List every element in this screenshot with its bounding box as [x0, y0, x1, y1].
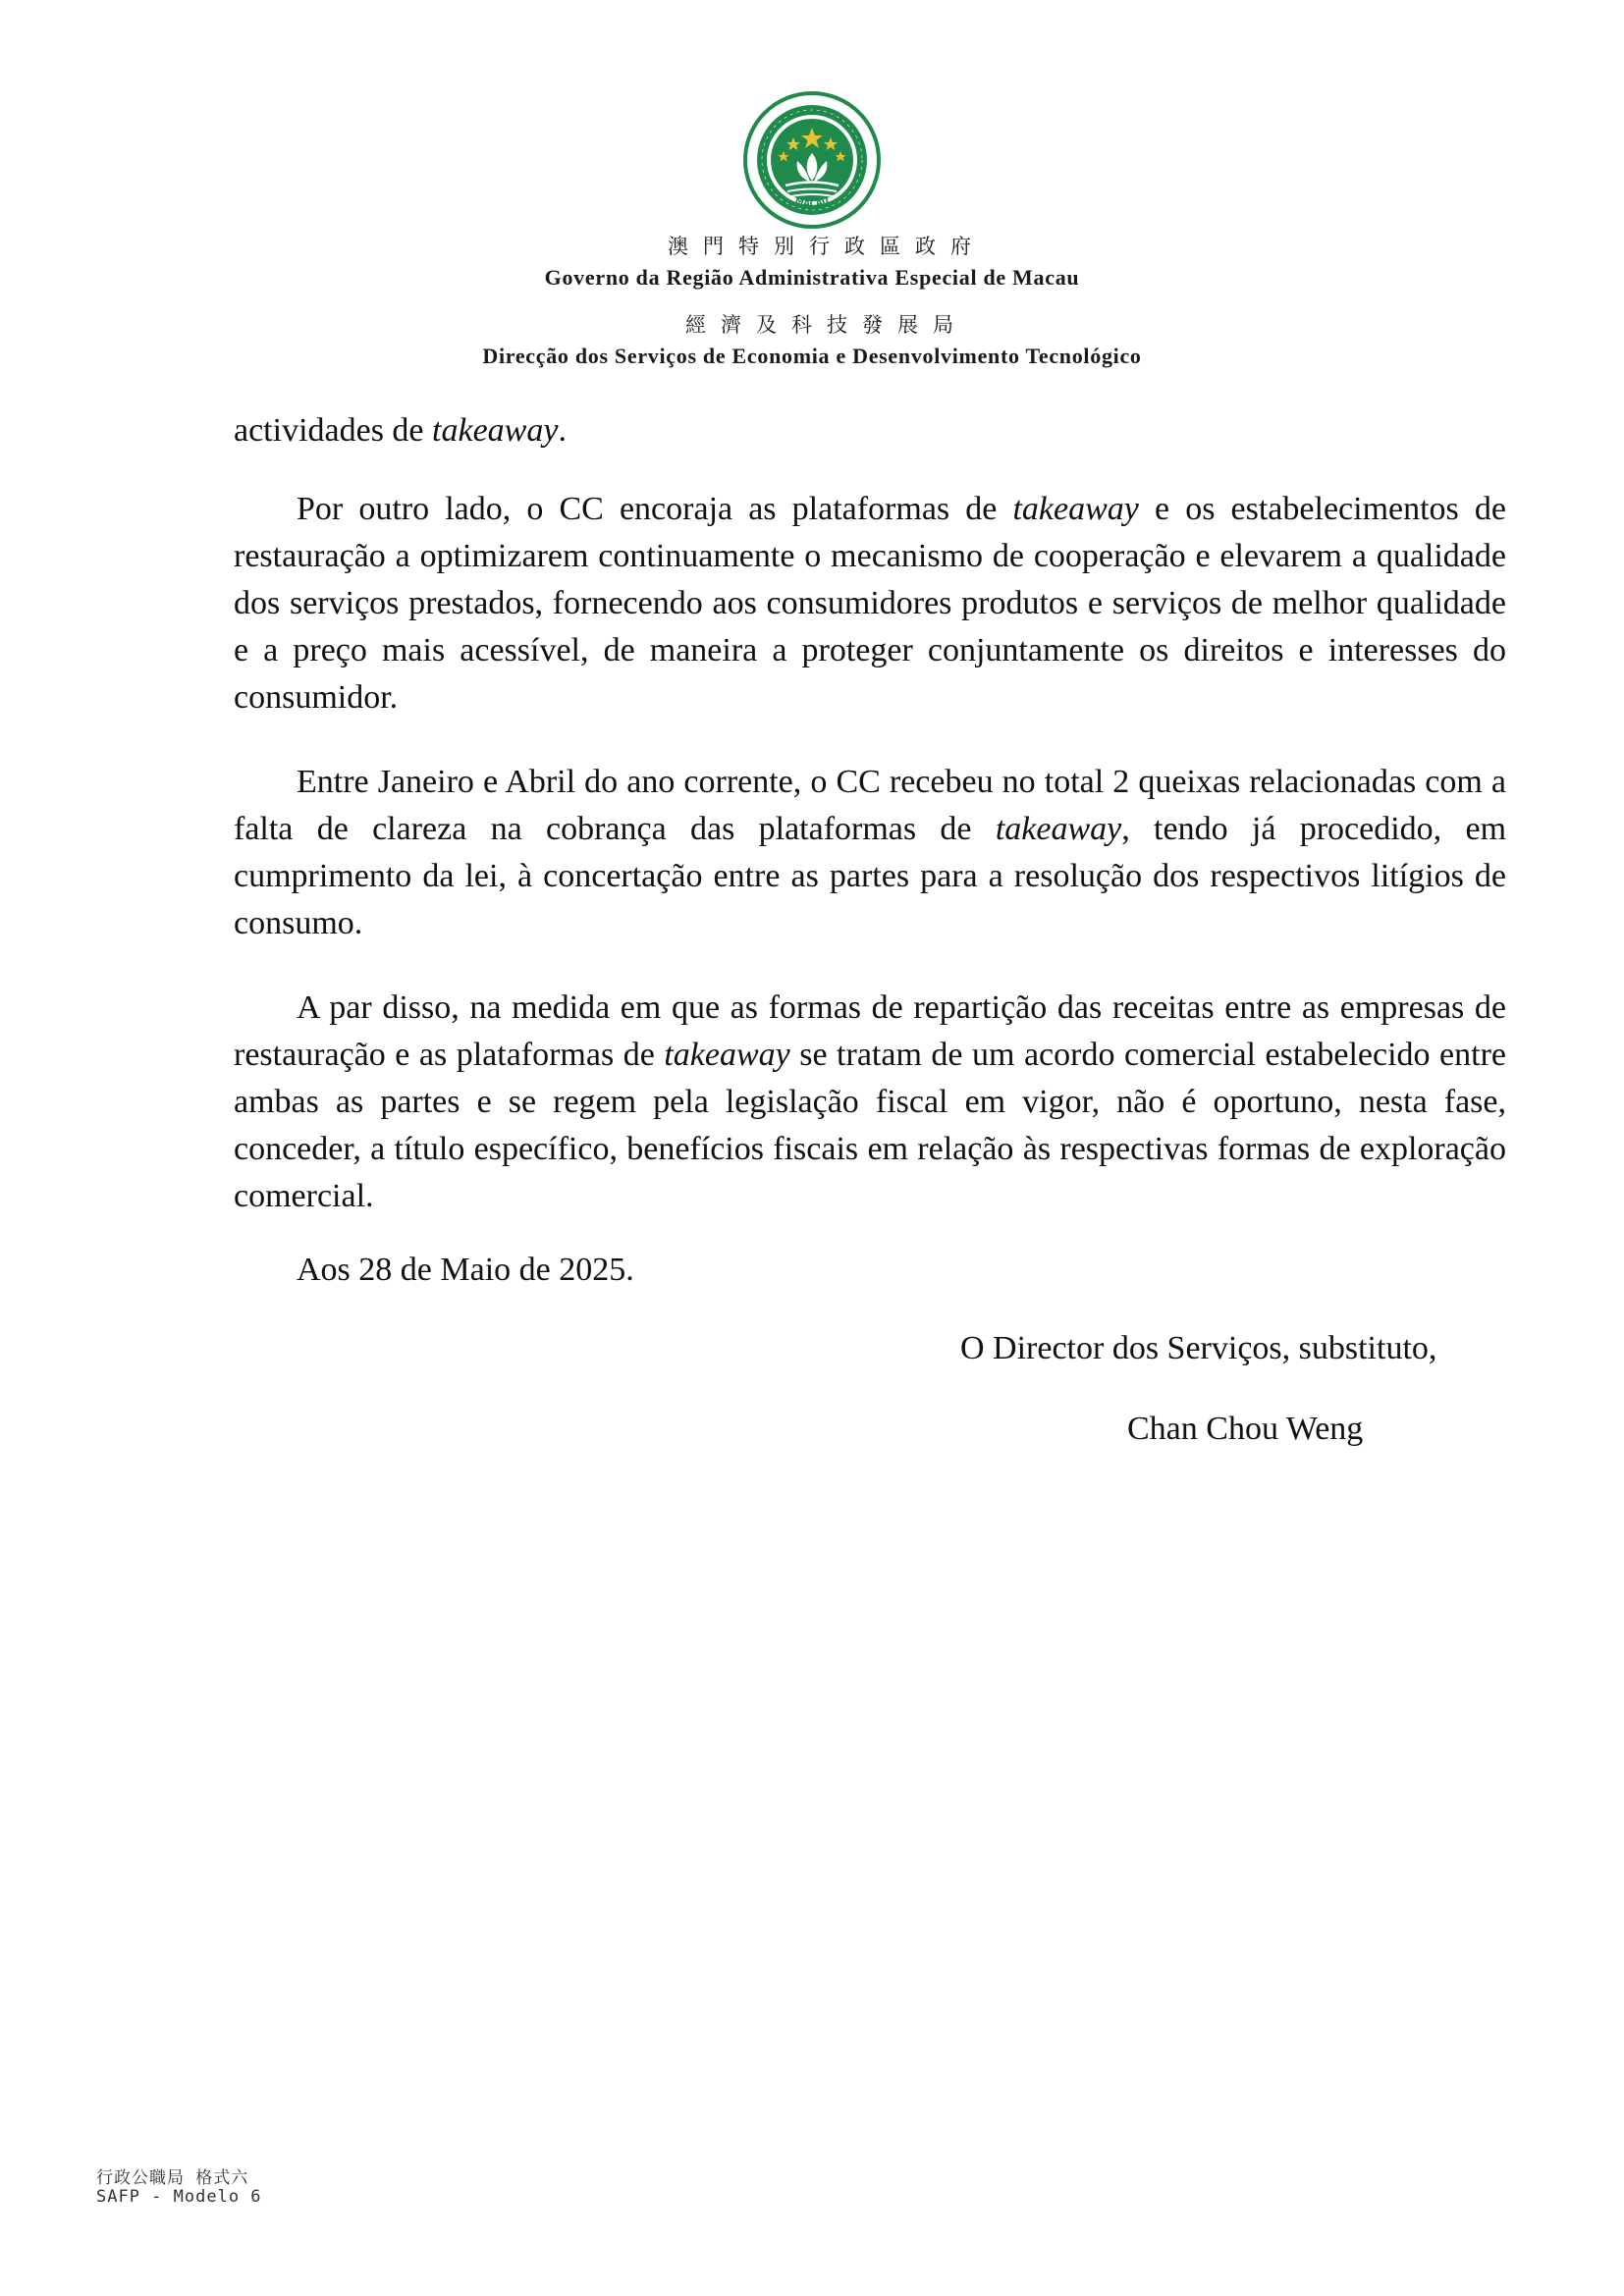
form-code-chinese: 行政公職局 格式六 [96, 2168, 249, 2188]
department-name-chinese: 經濟及科技發展局 [685, 313, 968, 337]
form-code-portuguese: SAFP - Modelo 6 [96, 2187, 262, 2207]
department-name-portuguese: Direcção dos Serviços de Economia e Desenvolvimento Tecnológico [482, 344, 1142, 368]
signatory-role: O Director dos Serviços, substituto, [960, 1330, 1437, 1366]
emblem-label: MACAU [793, 195, 831, 210]
paragraph-cooperation: Por outro lado, o CC encoraja as plataformas de takeaway e os estabelecimentos de restauração a optimizarem continuamente o mecanismo de cooperação e elevarem a qualidade dos serviços prestados, fornecendo aos consumidores produtos e serviços de melhor qualidade e a preço mais acessível, de maneira a proteger conjuntamente os direitos e interesses do consumidor. [234, 491, 1506, 716]
macau-emblem [742, 90, 882, 230]
continuation-paragraph: actividades de takeaway. [234, 412, 567, 449]
paragraph-tax-benefits: A par disso, na medida em que as formas de repartição das receitas entre as empresas de restauração e as plataformas de takeaway se tratam de um acordo comercial estabelecido entre ambas as partes e se regem pela legislação fiscal em vigor, não é oportuno, nesta fase, conceder, a título específico, benefícios fiscais em relação às respectivas formas de exploração comercial. [234, 989, 1506, 1214]
paragraph-complaints: Entre Janeiro e Abril do ano corrente, o CC recebeu no total 2 queixas relacionadas com a falta de clareza na cobrança das plataformas de takeaway, tendo já procedido, em cumprimento da lei, à concertação entre as partes para a resolução dos respectivos litígios de consumo. [234, 764, 1507, 941]
signatory-name: Chan Chou Weng [1127, 1411, 1364, 1447]
date-line: Aos 28 de Maio de 2025. [297, 1252, 634, 1288]
government-name-chinese: 澳門特別行政區政府 [668, 235, 986, 258]
government-name-portuguese: Governo da Região Administrativa Especial de Macau [544, 265, 1080, 290]
